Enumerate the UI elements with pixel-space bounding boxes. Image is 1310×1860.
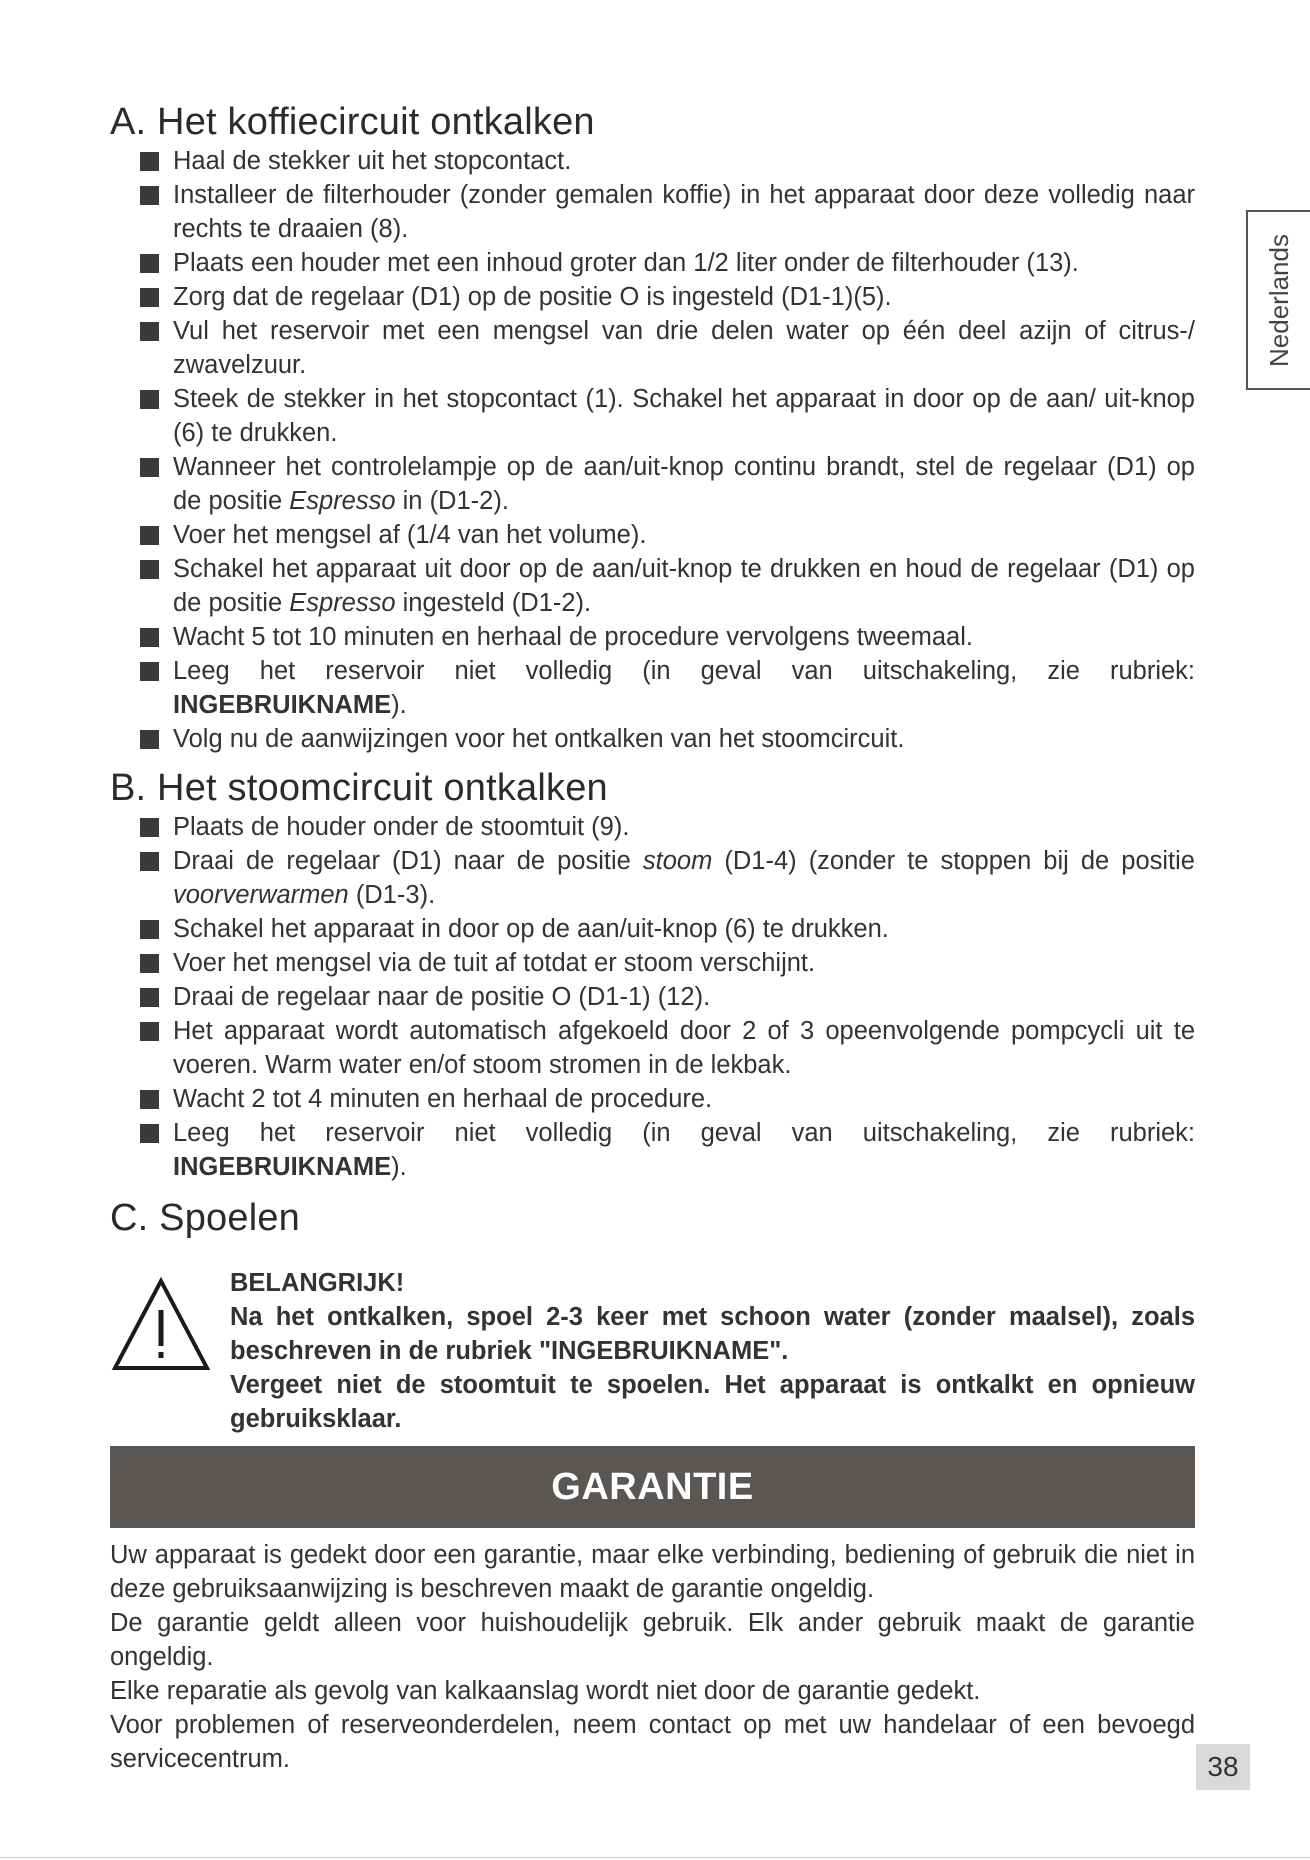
page-number-label: 38 bbox=[1207, 1751, 1239, 1782]
note-heading: BELANGRIJK! bbox=[230, 1269, 405, 1297]
list-item: Plaats de houder onder de stoomtuit (9). bbox=[110, 810, 1195, 844]
list-item: Voer het mengsel af (1/4 van het volume). bbox=[110, 518, 1195, 552]
bottom-divider bbox=[0, 1857, 1310, 1858]
warning-triangle-icon bbox=[110, 1276, 212, 1374]
list-item: Draai de regelaar naar de positie O (D1-1) (12). bbox=[110, 980, 1195, 1014]
language-tab bbox=[1246, 210, 1310, 390]
list-item: Het apparaat wordt automatisch afgekoeld door 2 of 3 opeenvolgende pompcycli uit te voeren. Warm water en/of stoom stromen in de lekbak. bbox=[110, 1014, 1195, 1082]
list-item: Zorg dat de regelaar (D1) op de positie O is ingesteld (D1-1)(5). bbox=[110, 280, 1195, 314]
important-note bbox=[110, 1266, 1195, 1436]
paragraph: Elke reparatie als gevolg van kalkaanslag wordt niet door de garantie gedekt. bbox=[110, 1677, 981, 1705]
list-item: Vul het reservoir met een mengsel van drie delen water op één deel azijn of citrus-/ zwavelzuur. bbox=[110, 314, 1195, 382]
list-item: Leeg het reservoir niet volledig (in geval van uitschakeling, zie rubriek: INGEBRUIKNAME). bbox=[110, 654, 1195, 722]
list-item: Haal de stekker uit het stopcontact. bbox=[110, 144, 1195, 178]
list-item: Schakel het apparaat in door op de aan/uit-knop (6) te drukken. bbox=[110, 912, 1195, 946]
section-a-title: A. Het koffiecircuit ontkalken bbox=[110, 101, 595, 143]
list-item: Volg nu de aanwijzingen voor het ontkalken van het stoomcircuit. bbox=[110, 722, 1195, 756]
garantie-title: GARANTIE bbox=[551, 1465, 754, 1508]
list-item: Plaats een houder met een inhoud groter dan 1/2 liter onder de filterhouder (13). bbox=[110, 246, 1195, 280]
garantie-banner bbox=[110, 1446, 1195, 1528]
list-item: Voer het mengsel via de tuit af totdat er stoom verschijnt. bbox=[110, 946, 1195, 980]
list-item: Schakel het apparaat uit door op de aan/uit-knop te drukken en houd de regelaar (D1) op de positie Espresso ingesteld (D1-2). bbox=[110, 552, 1195, 620]
list-item: Wacht 5 tot 10 minuten en herhaal de procedure vervolgens tweemaal. bbox=[110, 620, 1195, 654]
garantie-text bbox=[110, 1538, 1195, 1776]
paragraph: Uw apparaat is gedekt door een garantie, maar elke verbinding, bediening of gebruik die niet in deze gebruiksaanwijzing is beschreven maakt de garantie ongeldig. bbox=[110, 1541, 1195, 1603]
list-item: Installeer de filterhouder (zonder gemalen koffie) in het apparaat door deze volledig naar rechts te draaien (8). bbox=[110, 178, 1195, 246]
page-content bbox=[110, 100, 1195, 1776]
language-tab-label: Nederlands bbox=[1263, 233, 1294, 367]
note-line-2: Vergeet niet de stoomtuit te spoelen. Het apparaat is ontkalkt en opnieuw gebruiksklaar. bbox=[230, 1371, 1195, 1433]
section-a-list bbox=[110, 144, 1195, 756]
list-item: Draai de regelaar (D1) naar de positie stoom (D1-4) (zonder te stoppen bij de positie voorverwarmen (D1-3). bbox=[110, 844, 1195, 912]
paragraph: Voor problemen of reserveonderdelen, neem contact op met uw handelaar of een bevoegd servicecentrum. bbox=[110, 1711, 1195, 1773]
section-b-list bbox=[110, 810, 1195, 1184]
list-item: Steek de stekker in het stopcontact (1). Schakel het apparaat in door op de aan/ uit-knop (6) te drukken. bbox=[110, 382, 1195, 450]
list-item: Wacht 2 tot 4 minuten en herhaal de procedure. bbox=[110, 1082, 1195, 1116]
paragraph: De garantie geldt alleen voor huishoudelijk gebruik. Elk ander gebruik maakt de garantie ongeldig. bbox=[110, 1609, 1195, 1671]
note-line-1: Na het ontkalken, spoel 2-3 keer met schoon water (zonder maalsel), zoals beschreven in de rubriek "INGEBRUIKNAME". bbox=[230, 1303, 1195, 1365]
section-c-title: C. Spoelen bbox=[110, 1197, 301, 1239]
page-number bbox=[1196, 1744, 1250, 1790]
list-item: Leeg het reservoir niet volledig (in geval van uitschakeling, zie rubriek: INGEBRUIKNAME). bbox=[110, 1116, 1195, 1184]
section-b-title: B. Het stoomcircuit ontkalken bbox=[110, 767, 608, 809]
list-item: Wanneer het controlelampje op de aan/uit-knop continu brandt, stel de regelaar (D1) op de positie Espresso in (D1-2). bbox=[110, 450, 1195, 518]
